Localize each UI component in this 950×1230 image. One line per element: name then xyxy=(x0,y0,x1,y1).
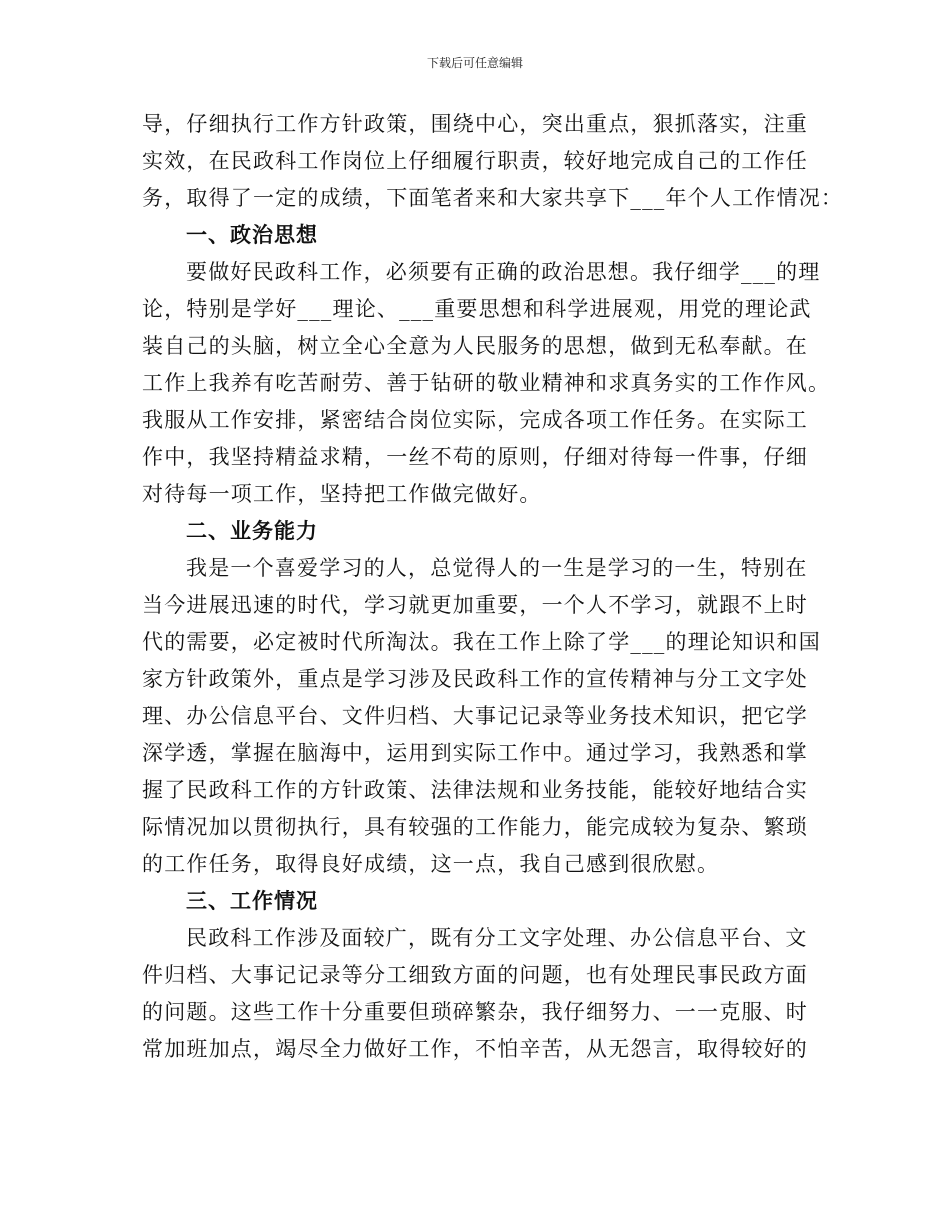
text-line: 论，特别是学好___理论、___重要思想和科学进展观，用党的理论武 xyxy=(142,297,812,321)
text-line: 的问题。这些工作十分重要但琐碎繁杂，我仔细努力、一一克服、时 xyxy=(142,1000,808,1024)
text-line: 我服从工作安排，紧密结合岗位实际，完成各项工作任务。在实际工 xyxy=(142,408,808,432)
section-heading-political: 一、政治思想 xyxy=(186,223,318,247)
text-line: 工作上我养有吃苦耐劳、善于钻研的敬业精神和求真务实的工作作风。 xyxy=(142,371,831,395)
paragraph-start: 民政科工作涉及面较广，既有分工文字处理、办公信息平台、文 xyxy=(186,926,808,950)
text-line: 深学透，掌握在脑海中，运用到实际工作中。通过学习，我熟悉和掌 xyxy=(142,741,808,765)
text-line: 装自己的头脑，树立全心全意为人民服务的思想，做到无私奉献。在 xyxy=(142,334,808,358)
text-line: 件归档、大事记记录等分工细致方面的问题，也有处理民事民政方面 xyxy=(142,963,808,987)
section-heading-work: 三、工作情况 xyxy=(186,889,318,913)
text-line: 导，仔细执行工作方针政策，围绕中心，突出重点，狠抓落实，注重 xyxy=(142,112,808,136)
text-line: 代的需要，必定被时代所淘汰。我在工作上除了学___的理论知识和国 xyxy=(142,630,821,654)
text-line: 当今进展迅速的时代，学习就更加重要，一个人不学习，就跟不上时 xyxy=(142,593,808,617)
text-line: 对待每一项工作，坚持把工作做完做好。 xyxy=(142,482,542,506)
text-line: 的工作任务，取得良好成绩，这一点，我自己感到很欣慰。 xyxy=(142,852,720,876)
text-line: 常加班加点，竭尽全力做好工作，不怕辛苦，从无怨言，取得较好的 xyxy=(142,1037,808,1061)
text-line: 家方针政策外，重点是学习涉及民政科工作的宣传精神与分工文字处 xyxy=(142,667,808,691)
text-line: 务，取得了一定的成绩，下面笔者来和大家共享下___年个人工作情况： xyxy=(142,186,844,210)
text-line: 际情况加以贯彻执行，具有较强的工作能力，能完成较为复杂、繁琐 xyxy=(142,815,808,839)
text-line: 理、办公信息平台、文件归档、大事记记录等业务技术知识，把它学 xyxy=(142,704,808,728)
paragraph-start: 我是一个喜爱学习的人，总觉得人的一生是学习的一生，特别在 xyxy=(186,556,808,580)
page-header: 下载后可任意编辑 xyxy=(426,56,523,70)
paragraph-start: 要做好民政科工作，必须要有正确的政治思想。我仔细学___的理 xyxy=(186,260,821,284)
body-text xyxy=(142,106,844,1068)
section-heading-business: 二、业务能力 xyxy=(186,519,318,543)
text-line: 握了民政科工作的方针政策、法律法规和业务技能，能较好地结合实 xyxy=(142,778,808,802)
text-line: 实效，在民政科工作岗位上仔细履行职责，较好地完成自己的工作任 xyxy=(142,149,808,173)
text-line: 作中，我坚持精益求精，一丝不苟的原则，仔细对待每一件事，仔细 xyxy=(142,445,808,469)
